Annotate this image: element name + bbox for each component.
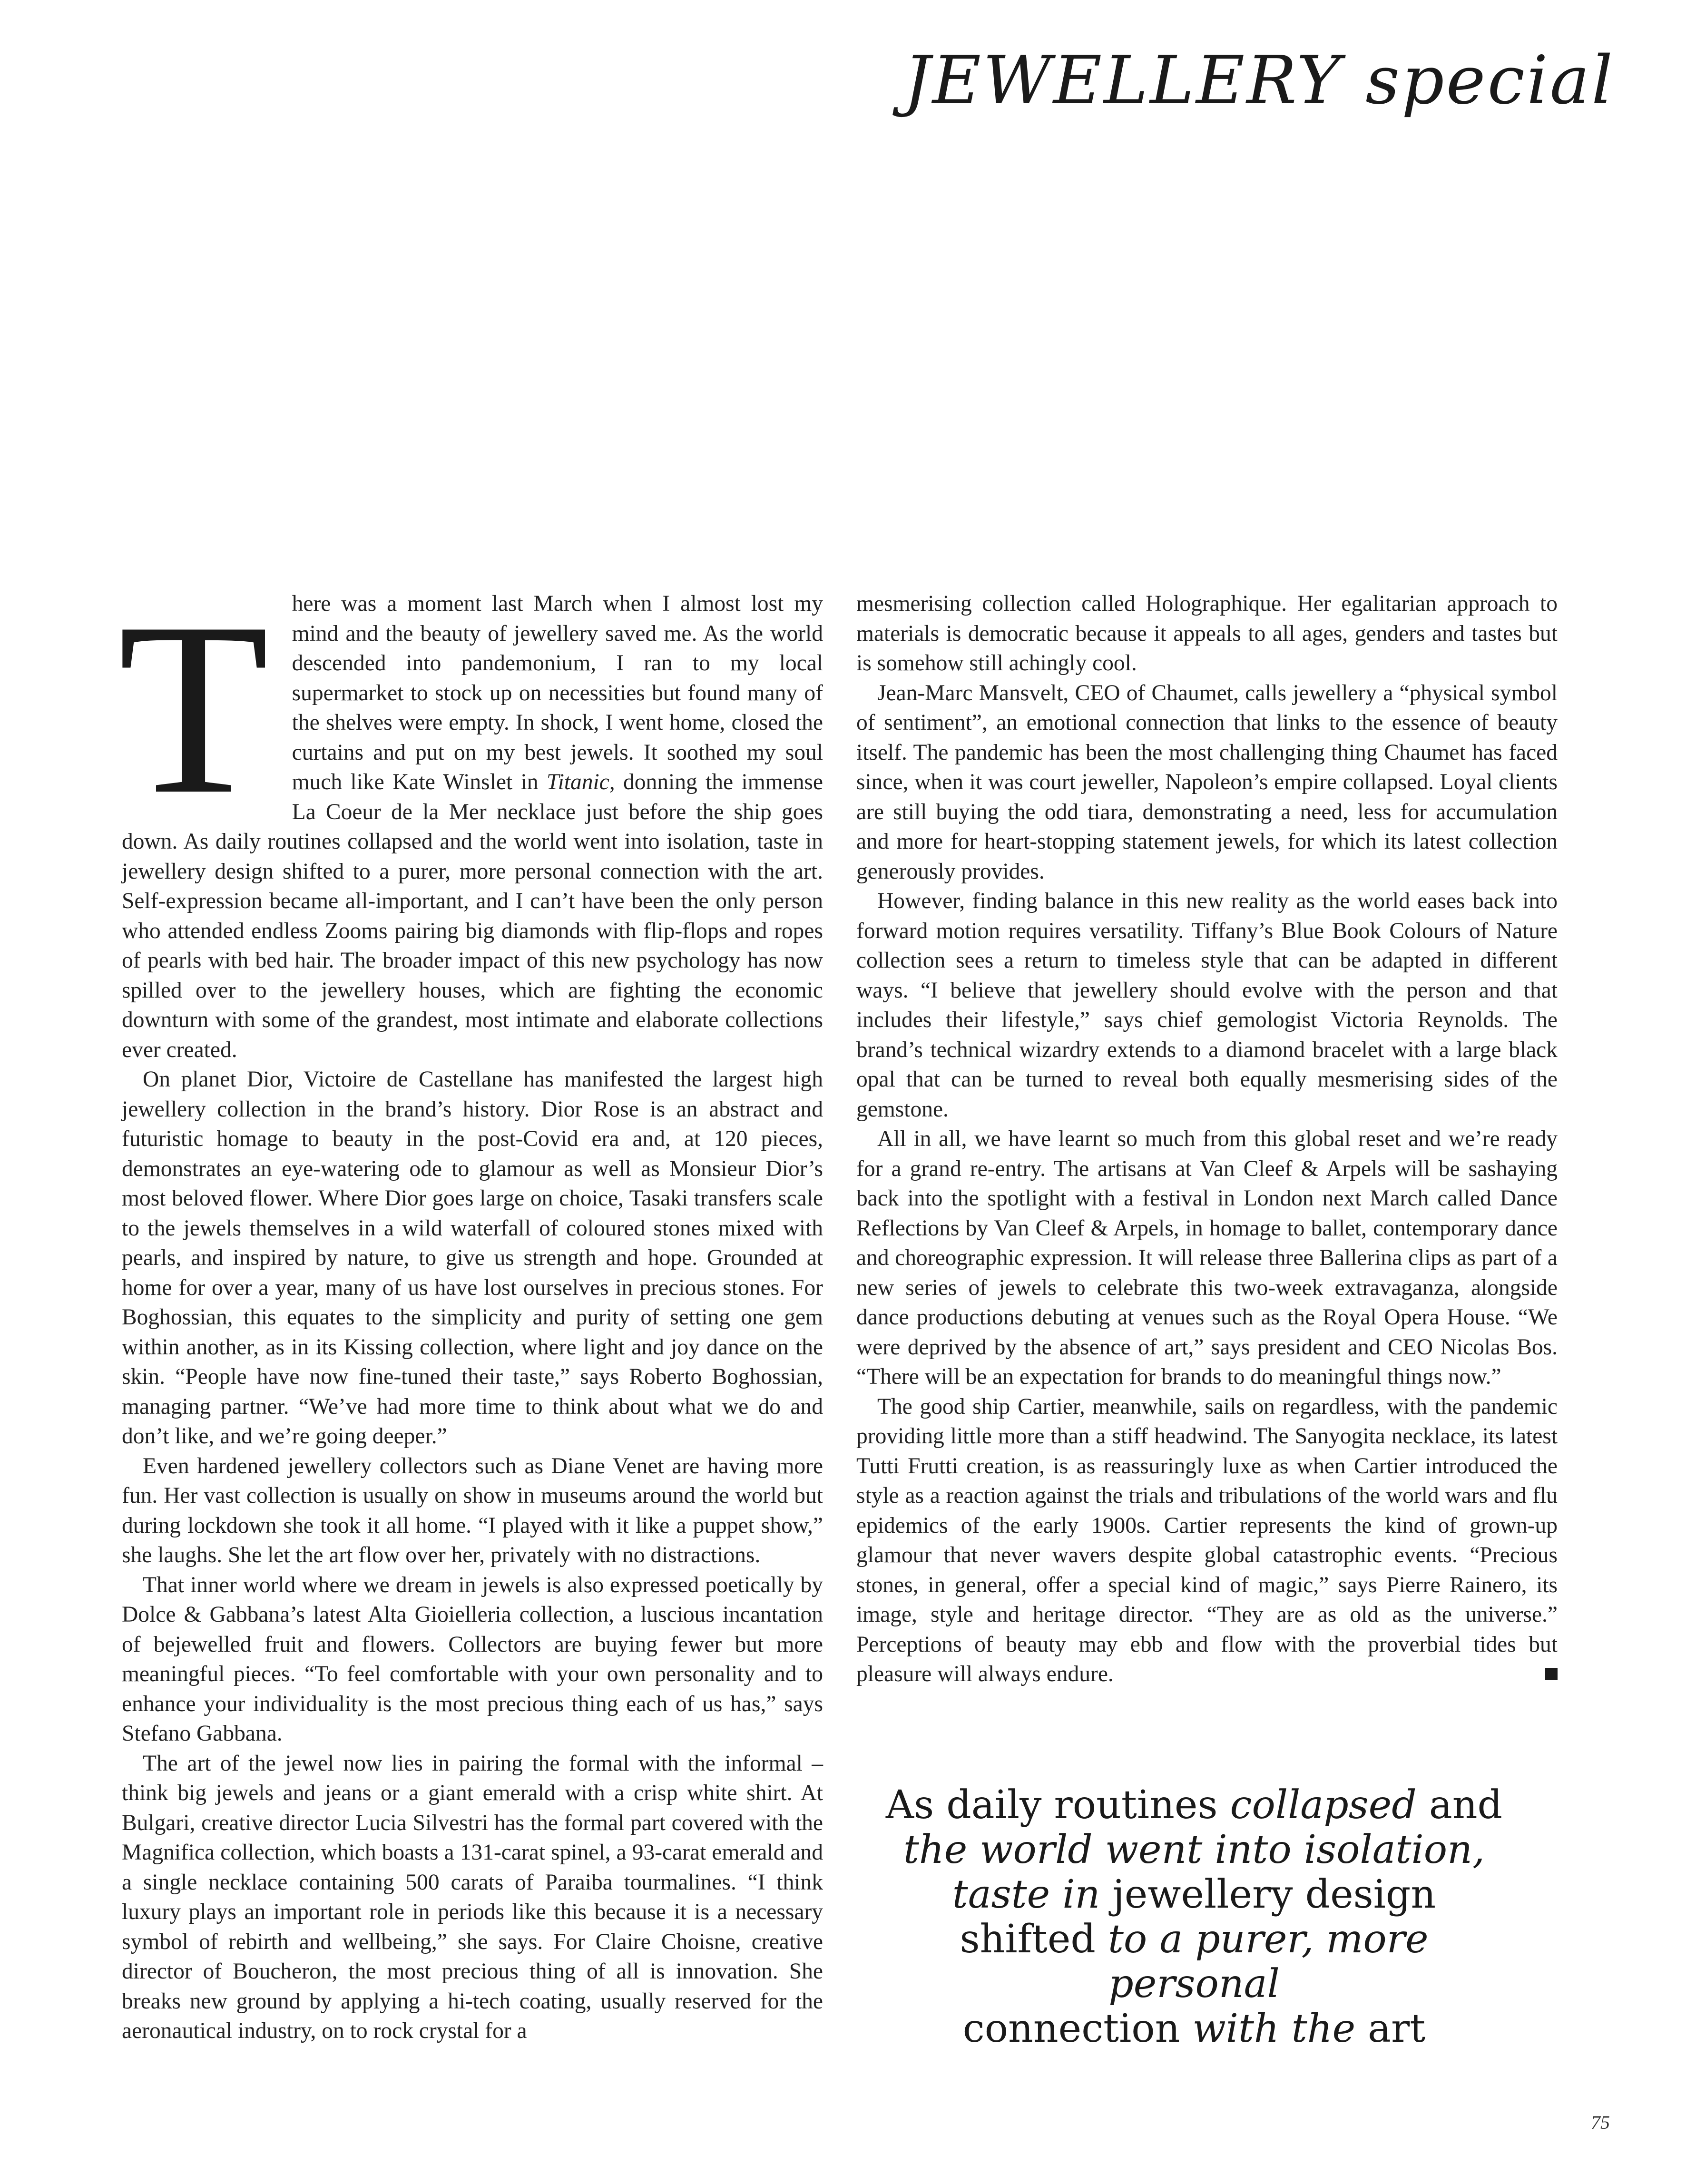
pull-quote-text: As daily routines <box>885 1782 1230 1828</box>
article-paragraph: However, finding balance in this new reality as the world eases back into forward motion requires versatility. Tiffany’s Blue Book Colours of Nature collection sees a return to timeless style that can be adapted in different ways. “I believe that jewellery should evolve with the person and that includes their lifestyle,” says chief gemologist Victoria Reynolds. The brand’s technical wizardry extends to a diamond bracelet with a large black opal that can be turned to reveal both equally mesmerising sides of the gemstone. <box>856 889 1558 1122</box>
section-title: JEWELLERY special <box>903 42 1615 119</box>
pull-quote-emphasis: collapsed <box>1230 1782 1417 1828</box>
paragraph-text: The good ship Cartier, meanwhile, sails on regardless, with the pandemic providing little more than a stiff headwind. The Sanyogita necklace, its latest Tutti Frutti creation, is as reassuringly luxe as when Cartier introduced the style as a reaction against the trials and tribulations of the world wars and flu epidemics of the early 1900s. Cartier represents the kind of grown-up glamour that never wavers despite global catastrophic events. “Precious stones, in general, offer a special kind of magic,” says Pierre Rainero, its image, style and heritage director. “They are as old as the universe.” Perceptions of beauty may ebb and flow with the proverbial tides but pleasure will always endure. <box>856 1394 1558 1686</box>
pull-quote-emphasis: the world went into isolation, <box>903 1827 1485 1872</box>
pull-quote-emphasis: to a purer, more personal <box>1108 1917 1429 2007</box>
page-number: 75 <box>1591 2112 1610 2133</box>
pull-quote-text: art <box>1355 2006 1426 2051</box>
paragraph-text: donning the immense La Coeur de la Mer necklace just before the ship goes down. As daily routines collapsed and the world went into isolation, taste in jewellery design shifted to a purer, more personal connection with the art. Self-expression became all-important, and I can’t have been the only person who attended endless Zooms pairing big diamonds with flip-flops and ropes of pearls with bed hair. The broader impact of this new psychology has now spilled over to the jewellery houses, which are fighting the economic downturn with some of the grandest, most intimate and elaborate collections ever created. <box>122 770 823 1062</box>
article-paragraph: That inner world where we dream in jewels is also expressed poetically by Dolce & Gabbana’s latest Alta Gioielleria collection, a luscious incantation of bejewelled fruit and flowers. Collectors are buying fewer but more meaningful pieces. “To feel comfortable with your own personality and to enhance your individuality is the most precious thing each of us has,” says Stefano Gabbana. <box>122 1572 823 1746</box>
article-paragraph: On planet Dior, Victoire de Castellane has manifested the largest high jewellery collection in the brand’s history. Dior Rose is an abstract and futuristic homage to beauty in the post-Covid era and, at 120 pieces, demonstrates an eye-watering ode to glamour as well as Monsieur Dior’s most beloved flower. Where Dior goes large on choice, Tasaki transfers scale to the jewels themselves in a wild waterfall of coloured stones mixed with pearls, and inspired by nature, to give us strength and hope. Grounded at home for over a year, many of us have lost ourselves in precious stones. For Boghossian, this equates to the simplicity and purity of setting one gem within another, as in its Kissing collection, where light and joy dance on the skin. “People have now fine-tuned their taste,” says Roberto Boghossian, managing partner. “We’ve had more time to think about what we do and don’t like, and we’re going deeper.” <box>122 1067 823 1449</box>
end-mark-icon <box>1545 1668 1558 1680</box>
drop-cap: T <box>118 572 269 845</box>
pull-quote-emphasis: taste in <box>952 1872 1100 1917</box>
article-column-left <box>118 572 823 2046</box>
article-paragraph: Even hardened jewellery collectors such as Diane Venet are having more fun. Her vast collection is usually on show in museums around the world but during lockdown she took it all home. “I played with it like a puppet show,” she laughs. She let the art flow over her, privately with no distractions. <box>122 1453 823 1567</box>
pull-quote-emphasis: with the <box>1192 2006 1356 2051</box>
pull-quote-text: shifted <box>960 1917 1108 1962</box>
article-paragraph <box>856 1392 1558 1689</box>
pull-quote-text: jewellery design <box>1100 1872 1436 1917</box>
pull-quote <box>885 1783 1503 2051</box>
article-column-right <box>856 589 1558 1689</box>
article-paragraph <box>118 572 823 1065</box>
article-paragraph: mesmerising collection called Holographique. Her egalitarian approach to materials is democratic because it appeals to all ages, genders and tastes but is somehow still achingly cool. <box>856 591 1558 676</box>
article-paragraph: The art of the jewel now lies in pairing the formal with the informal – think big jewels and jeans or a giant emerald with a crisp white shirt. At Bulgari, creative director Lucia Silvestri has the formal part covered with the Magnifica collection, which boasts a 131-carat spinel, a 93-carat emerald and a single necklace containing 500 carats of Paraiba tourmalines. “I think luxury plays an important role in periods like this because it is a necessary symbol of rebirth and wellbeing,” she says. For Claire Choisne, creative director of Boucheron, the most precious thing of all is innovation. She breaks new ground by applying a hi-tech coating, usually reserved for the aeronautical industry, on to rock crystal for a <box>122 1751 823 2043</box>
article-paragraph: All in all, we have learnt so much from this global reset and we’re ready for a grand re-entry. The artisans at Van Cleef & Arpels will be sashaying back into the spotlight with a festival in London next March called Dance Reflections by Van Cleef & Arpels, in homage to ballet, contemporary dance and choreographic expression. It will release three Ballerina clips as part of a new series of jewels to celebrate this two-week extravaganza, alongside dance productions debuting at venues such as the Royal Opera House. “We were deprived by the absence of art,” says president and CEO Nicolas Bos. “There will be an expectation for brands to do meaningful things now.” <box>856 1126 1558 1389</box>
film-title: Titanic, <box>546 770 615 794</box>
pull-quote-text: and <box>1416 1782 1503 1828</box>
paragraph-text: here was a moment last March when I almost lost my mind and the beauty of jewellery saved me. As the world descended into pandemonium, I ran to my local supermarket to stock up on necessities but found many of the shelves were empty. In shock, I went home, closed the curtains and put on my best jewels. It soothed my soul much like Kate Winslet in <box>292 591 823 794</box>
pull-quote-text: connection <box>962 2006 1193 2051</box>
article-paragraph: Jean-Marc Mansvelt, CEO of Chaumet, calls jewellery a “physical symbol of sentiment”, an emotional connection that links to the essence of beauty itself. The pandemic has been the most challenging thing Chaumet has faced since, when it was court jeweller, Napoleon’s empire collapsed. Loyal clients are still buying the odd tiara, demonstrating a need, less for accumulation and more for heart-stopping statement jewels, for which its latest collection generously provides. <box>856 680 1558 884</box>
